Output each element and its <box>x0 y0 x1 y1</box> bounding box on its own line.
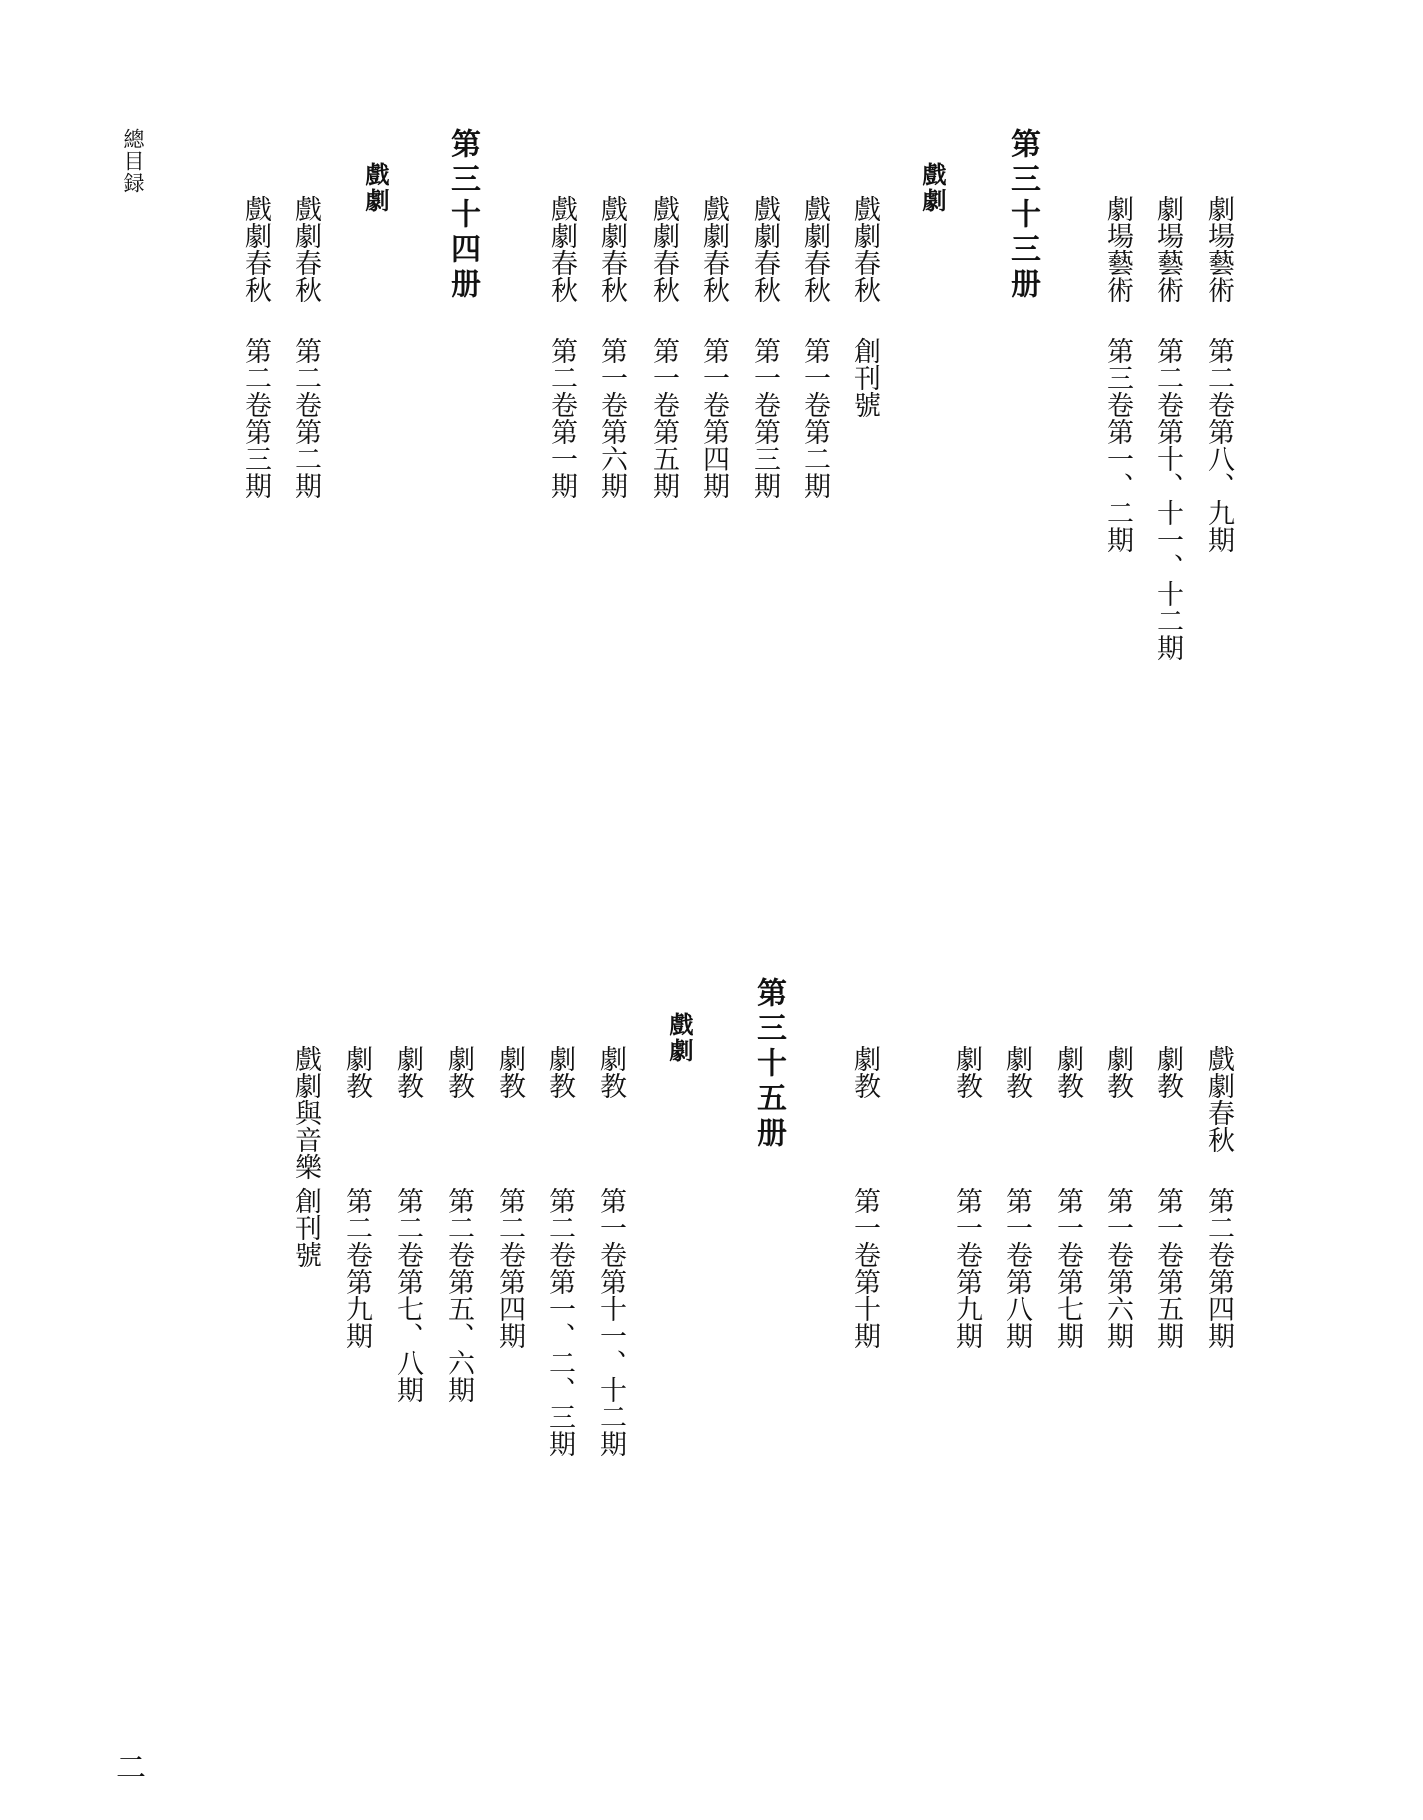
category-heading-34: 戲劇 <box>361 162 389 214</box>
toc-entry <box>496 1045 523 1349</box>
toc-entry <box>548 195 575 499</box>
entry-title: 劇教 <box>1102 1045 1133 1099</box>
entry-title: 劇教 <box>849 1045 880 1099</box>
category-heading-35: 戲劇 <box>665 1012 693 1064</box>
category-heading-33: 戲劇 <box>918 162 946 214</box>
entry-title: 劇場藝術 <box>1203 195 1234 303</box>
entry-title: 戲劇春秋 <box>596 195 627 303</box>
entry-title: 戲劇春秋 <box>546 195 577 303</box>
entry-issue: 第一卷第五期 <box>648 337 679 499</box>
volume-title-34: 第三十四册 <box>445 128 480 303</box>
toc-entry <box>1104 1045 1131 1349</box>
toc-entry <box>546 1045 573 1457</box>
toc-entry <box>598 195 625 499</box>
entry-issue: 第二卷第七、八期 <box>392 1187 423 1403</box>
entry-issue: 第一卷第六期 <box>596 337 627 499</box>
entry-title: 劇教 <box>494 1045 525 1099</box>
entry-title: 戲劇春秋 <box>240 195 271 303</box>
entry-issue: 第一卷第五期 <box>1152 1187 1183 1349</box>
toc-entry <box>851 1045 878 1349</box>
entry-issue: 第一卷第九期 <box>951 1187 982 1349</box>
entry-title: 劇教 <box>443 1045 474 1099</box>
entry-issue: 第一卷第四期 <box>698 337 729 499</box>
toc-entry <box>1054 1045 1081 1349</box>
entry-issue: 第一卷第十期 <box>849 1187 880 1349</box>
entry-title: 戲劇春秋 <box>799 195 830 303</box>
toc-entry <box>953 1045 980 1349</box>
toc-entry <box>292 1045 319 1268</box>
toc-entry <box>1104 195 1131 553</box>
entry-issue: 第二卷第一期 <box>546 337 577 499</box>
toc-entry <box>1003 1045 1030 1349</box>
entry-issue: 第一卷第二期 <box>799 337 830 499</box>
entry-issue: 創刊號 <box>849 337 880 418</box>
entry-issue: 第一卷第七期 <box>1052 1187 1083 1349</box>
entry-title: 戲劇春秋 <box>698 195 729 303</box>
entry-title: 劇教 <box>1052 1045 1083 1099</box>
entry-issue: 第一卷第三期 <box>749 337 780 499</box>
toc-entry <box>1205 195 1232 553</box>
entry-title: 戲劇與音樂 <box>290 1045 321 1180</box>
entry-issue: 第一卷第十一、十二期 <box>595 1187 626 1457</box>
toc-entry <box>292 195 319 499</box>
entry-title: 劇教 <box>1001 1045 1032 1099</box>
entry-issue: 第三卷第一、二期 <box>1102 337 1133 553</box>
entry-issue: 創刊號 <box>290 1187 321 1268</box>
toc-entry <box>851 195 878 418</box>
toc-entry <box>751 195 778 499</box>
entry-title: 戲劇春秋 <box>749 195 780 303</box>
toc-entry <box>650 195 677 499</box>
entry-title: 劇場藝術 <box>1152 195 1183 303</box>
volume-title-33: 第三十三册 <box>1005 128 1040 303</box>
volume-title-35: 第三十五册 <box>751 977 786 1152</box>
toc-entry <box>242 195 269 499</box>
entry-issue: 第二卷第四期 <box>1203 1187 1234 1349</box>
entry-issue: 第二卷第八、九期 <box>1203 337 1234 553</box>
entry-title: 劇教 <box>595 1045 626 1099</box>
entry-issue: 第二卷第五、六期 <box>443 1187 474 1403</box>
entry-title: 劇教 <box>341 1045 372 1099</box>
entry-issue: 第二卷第九期 <box>341 1187 372 1349</box>
toc-entry <box>700 195 727 499</box>
entry-title: 戲劇春秋 <box>648 195 679 303</box>
entry-title: 戲劇春秋 <box>290 195 321 303</box>
entry-title: 戲劇春秋 <box>849 195 880 303</box>
toc-entry <box>394 1045 421 1403</box>
entry-issue: 第二卷第四期 <box>494 1187 525 1349</box>
toc-entry <box>445 1045 472 1403</box>
toc-entry <box>1154 195 1181 661</box>
entry-title: 劇教 <box>951 1045 982 1099</box>
entry-issue: 第二卷第二期 <box>290 337 321 499</box>
entry-title: 劇教 <box>392 1045 423 1099</box>
entry-issue: 第一卷第八期 <box>1001 1187 1032 1349</box>
toc-entry <box>1205 1045 1232 1349</box>
entry-title: 劇場藝術 <box>1102 195 1133 303</box>
entry-title: 戲劇春秋 <box>1203 1045 1234 1153</box>
entry-title: 劇教 <box>1152 1045 1183 1099</box>
entry-issue: 第二卷第三期 <box>240 337 271 499</box>
toc-entry <box>801 195 828 499</box>
toc-entry <box>597 1045 624 1457</box>
entry-issue: 第一卷第六期 <box>1102 1187 1133 1349</box>
entry-issue: 第二卷第一、二、三期 <box>544 1187 575 1457</box>
toc-entry <box>343 1045 370 1349</box>
toc-entry <box>1154 1045 1181 1349</box>
running-head: 總目録 <box>121 128 145 194</box>
entry-title: 劇教 <box>544 1045 575 1099</box>
entry-issue: 第二卷第十、十一、十二期 <box>1152 337 1183 661</box>
page-number: 二 <box>116 1751 148 1786</box>
